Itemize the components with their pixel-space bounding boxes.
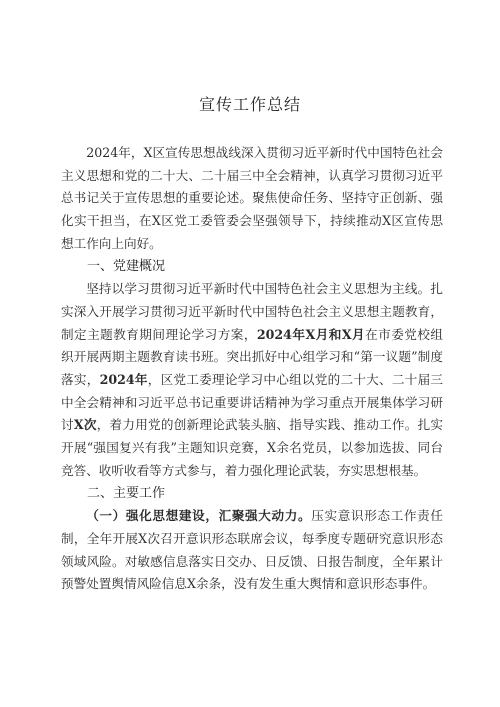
party-building-date-a: 2024年X月和X月 bbox=[256, 326, 366, 342]
party-building-text-e: ，区党工委理论学习中心组以党的二十大、二十届三中全会精神和习近平总书记重要讲话精神为学习重点开展集体学习研讨 bbox=[61, 372, 444, 433]
party-building-paragraph bbox=[61, 278, 443, 482]
main-work-paragraph-1 bbox=[61, 505, 443, 596]
section-heading-main-work: 二、主要工作 bbox=[87, 485, 166, 501]
main-work-sub1-lead: （一）强化思想建设，汇聚强大动力。 bbox=[86, 508, 312, 524]
document-body bbox=[61, 142, 443, 596]
party-building-text-a: 坚持以学习贯彻习近平新时代中国特色社会主义思想为主线。扎实深入开展学习贯彻习近平新时代中国特色社会主义思想主题教育，制定主题教育期间理论学习方案， bbox=[61, 281, 443, 342]
section-heading-party-building: 一、党建概况 bbox=[87, 258, 166, 274]
party-building-count: X次 bbox=[73, 417, 97, 433]
main-work-sub1-text: 压实意识形态工作责任制，全年开展X次召开意识形态联席会议，每季度专题研究意识形态领域风险。对敏感信息落实日交办、日反馈、日报告制度，全年累计预警处置舆情风险信息X余条，没有发生重大舆情和意识形态事件。 bbox=[61, 508, 444, 592]
intro-paragraph: 2024年，X区宣传思想战线深入贯彻习近平新时代中国特色社会主义思想和党的二十大、二十届三中全会精神，认真学习贯彻习近平总书记关于宣传思想的重要论述。聚焦使命任务、坚持守正创新、强化实干担当，在X区党工委管委会坚强领导下，持续推动X区宣传思想工作向上向好。 bbox=[61, 145, 443, 251]
party-building-text-g: ，着力用党的创新理论武装头脑、指导实践、推动工作。扎实开展“强国复兴有我”主题知识竞赛，X余名党员，以参加选拔、同台竞答、收听收看等方式参与，着力强化理论武装，夯实思想根基。 bbox=[61, 417, 444, 478]
party-building-text-c: 在市委党校组织开展两期主题教育读书班。突出抓好中心组学习和“第一议题”制度落实， bbox=[61, 326, 444, 388]
document-title: 宣传工作总结 bbox=[198, 95, 301, 114]
party-building-date-b: 2024年 bbox=[99, 372, 148, 388]
